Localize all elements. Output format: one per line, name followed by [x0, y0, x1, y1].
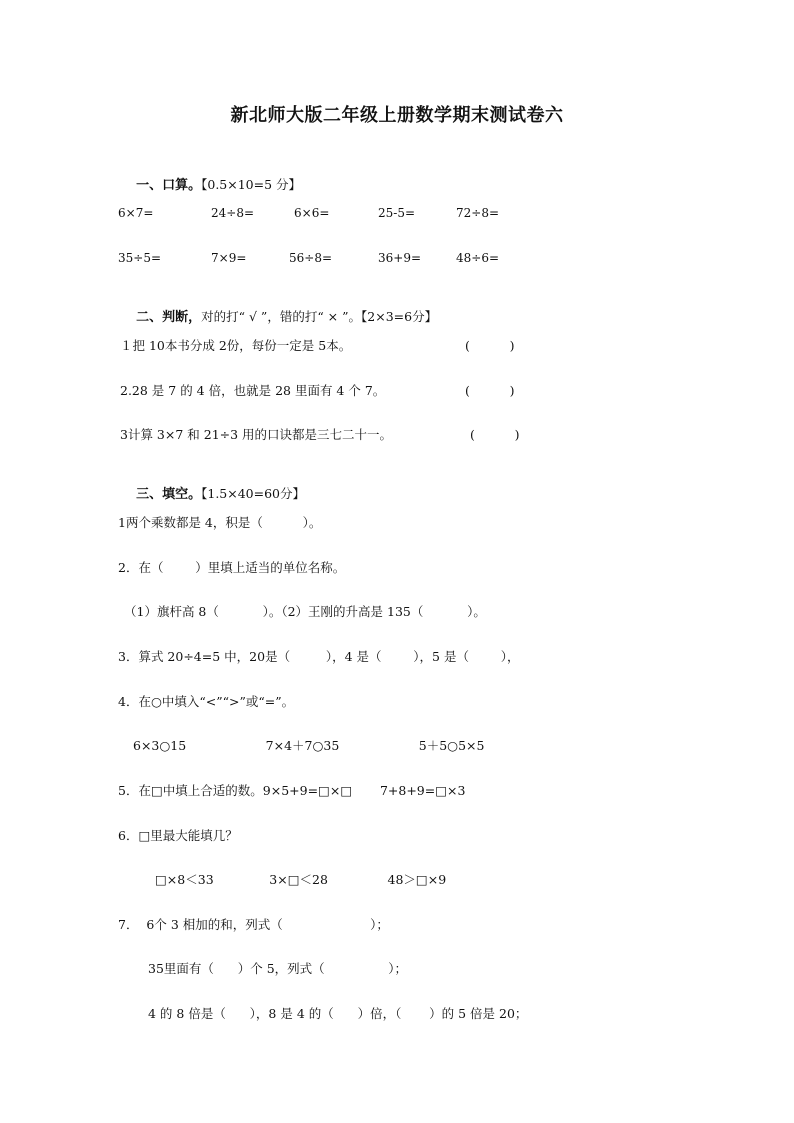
section2-title: 二、判断，	[136, 310, 202, 325]
fill-line-4: 4．在○中填入“<”“>”或“=”。	[118, 694, 295, 709]
calc-item: 36+9=	[378, 251, 422, 265]
calc-item: 48÷6=	[456, 251, 500, 265]
section2-heading	[118, 293, 437, 342]
calc-item: 56÷8=	[289, 251, 333, 265]
fill-line-3: 3．算式 20÷4=5 中，20是（ ），4 是（ ），5 是（ ），	[118, 649, 520, 664]
judge-item-1: １把 10本书分成 2份，每份一定是 5本。	[120, 338, 352, 353]
fill-line-1: 1两个乘数都是 4，积是（ ）。	[118, 515, 322, 530]
calc-item: 72÷8=	[456, 206, 500, 220]
section2-score: 【2×3=6分】	[361, 309, 438, 324]
max-digit-row: □×8＜33 3×□＜28 48＞□×9	[155, 872, 447, 887]
fill-line-7-b: 35里面有（ ）个 5，列式（ ）；	[148, 961, 407, 976]
section3-heading	[118, 470, 305, 519]
section3-score: 【1.5×40=60分】	[201, 486, 306, 501]
calc-item: 6×6=	[294, 206, 330, 220]
section1-score: 【0.5×10=5 分】	[201, 177, 302, 192]
judge-blank-3[interactable]: ( )	[470, 427, 520, 442]
judge-blank-2[interactable]: ( )	[465, 383, 515, 398]
section3-title: 三、填空。	[136, 487, 202, 502]
calc-item: 25-5=	[378, 206, 416, 220]
calc-item: 6×7=	[118, 206, 154, 220]
judge-item-2: 2.28 是 7 的 4 倍，也就是 28 里面有 4 个 7。	[120, 383, 386, 398]
calc-item: 35÷5=	[118, 251, 162, 265]
judge-item-3: 3计算 3×7 和 21÷3 用的口诀都是三七二十一。	[120, 427, 393, 442]
calc-item: 7×9=	[211, 251, 247, 265]
fill-line-7-c: 4 的 8 倍是（ ），8 是 4 的（ ）倍，（ ）的 5 倍是 20；	[148, 1006, 528, 1021]
section1-heading	[118, 161, 301, 210]
calc-item: 24÷8=	[211, 206, 255, 220]
section1-title: 一、口算。	[136, 178, 202, 193]
fill-line-2-sub: （1）旗杆高 8（ ）。（2）王刚的升高是 135（ ）。	[124, 604, 486, 619]
fill-line-2: 2．在（ ）里填上适当的单位名称。	[118, 560, 346, 575]
section2-instruction: 对的打“ √ ”，错的打“ × ”。	[201, 309, 362, 324]
judge-blank-1[interactable]: ( )	[465, 338, 515, 353]
fill-line-6: 6．□里最大能填几？	[118, 828, 238, 843]
compare-row: 6×3○15 7×4＋7○35 5＋5○5×5	[133, 738, 485, 753]
fill-line-7: 7． 6个 3 相加的和，列式（ ）；	[118, 917, 389, 932]
page-title: 新北师大版二年级上册数学期末测试卷六	[230, 105, 564, 126]
fill-line-5: 5．在□中填上合适的数。9×5+9=□×□ 7+8+9=□×3	[118, 783, 466, 798]
